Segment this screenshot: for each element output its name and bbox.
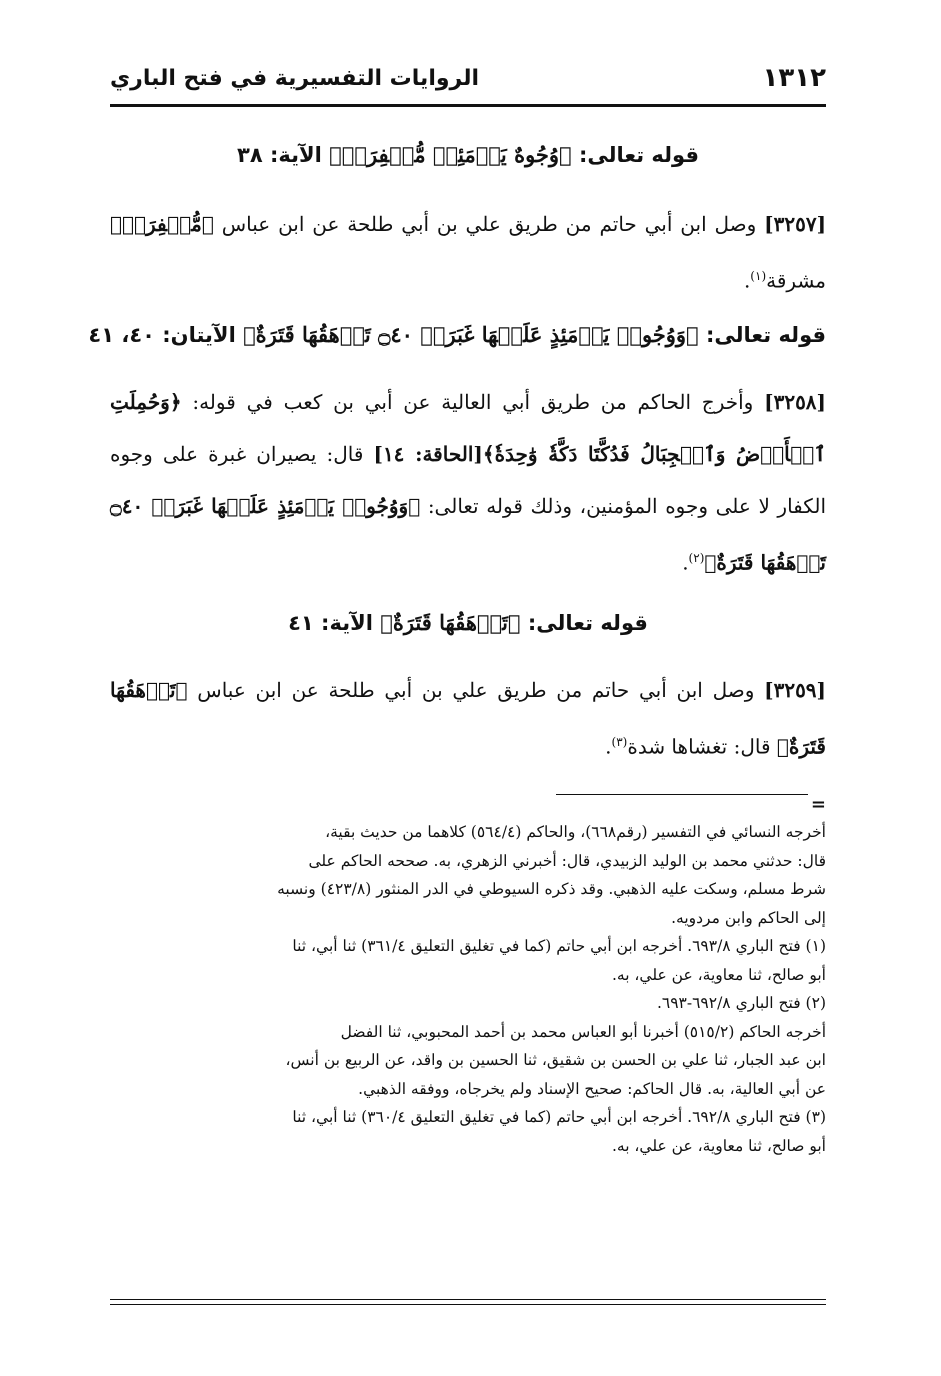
narration-end: . bbox=[605, 734, 612, 759]
header-rule bbox=[110, 104, 826, 107]
heading-verse: ﴿تَرۡهَقُهَا قَتَرَةٌ﴾ bbox=[380, 610, 521, 635]
footnote-3: (٣) فتح الباري ٦٩٢/٨. أخرجه ابن أبي حاتم (كما في تغليق التعليق ٣٦٠/٤) ثنا أبي، ثنا أبو صالح، ثنا معاوية، عن علي، به. bbox=[292, 1108, 826, 1155]
entry-number: [٣٢٥٩] bbox=[764, 678, 827, 702]
footnote-continued: أخرجه النسائي في التفسير (رقم٦٦٨)، والحاكم (٥٦٤/٤) كلاهما من حديث بقية، قال: حدثني محمد بن الوليد الزبيدي، قال: أخبرني الزهري، به. صححه الحاكم على شرط مسلم، وسكت عليه الذهبي. وقد ذكره السيوطي في الدر المنثور (٤٢٣/٨) ونسبه إلى الحاكم وابن مردويه. bbox=[277, 823, 826, 927]
page-number: ١٣١٢ bbox=[762, 63, 826, 93]
narration-3257 bbox=[110, 198, 826, 307]
narration-3258 bbox=[110, 376, 826, 589]
book-title: الروايات التفسيرية في فتح الباري bbox=[110, 65, 480, 91]
narration-text: قال: يصيران غبرة على وجوه الكفار لا على وجوه المؤمنين، وذلك قوله تعالى: bbox=[110, 442, 826, 518]
footnote-ref: (١) bbox=[750, 269, 767, 283]
entry-number: [٣٢٥٧] bbox=[764, 212, 827, 236]
heading-tail: الآيتان: ٤٠، ٤١ bbox=[88, 323, 236, 347]
narration-text: وصل ابن أبي حاتم من طريق علي بن أبي طلحة عن ابن عباس bbox=[221, 212, 757, 236]
quoted-verse: ﴿مُّسۡفِرَةٞ﴾ bbox=[110, 212, 214, 236]
book-page bbox=[88, 58, 827, 1320]
quoted-verse: ﴿وَحُمِلَتِ ٱلۡأَرۡضُ وَٱلۡجِبَالُ فَدُكَّتَا دَكَّةٗ وَٰحِدَةٗ﴾[الحاقة: ١٤] bbox=[110, 390, 826, 466]
heading-lead: قوله تعالى: bbox=[578, 143, 699, 167]
narration-text: وصل ابن أبي حاتم من طريق علي بن أبي طلحة عن ابن عباس bbox=[197, 678, 755, 702]
narration-3259 bbox=[110, 664, 826, 773]
narration-end: . bbox=[743, 268, 751, 293]
heading-lead: قوله تعالى: bbox=[705, 323, 826, 347]
footnote-ref: (٣) bbox=[611, 735, 628, 749]
narration-text: مشرقة bbox=[766, 268, 826, 293]
narration-text: وأخرج الحاكم من طريق أبي العالية عن أبي بن كعب في قوله: bbox=[192, 390, 754, 414]
footnote-ref: (٢) bbox=[688, 551, 705, 565]
heading-tail: الآية: ٣٨ bbox=[237, 143, 322, 167]
quoted-verse: ﴿تَرۡهَقُهَا قَتَرَةٌ﴾ bbox=[110, 678, 826, 759]
narration-end: . bbox=[682, 550, 689, 575]
footnote-2-detail: أخرجه الحاكم (٥١٥/٢) أخبرنا أبو العباس محمد بن أحمد المحبوبي، ثنا الفضل ابن عبد الجبار، ثنا علي بن الحسن بن شقيق، ثنا الحسين بن واقد، عن الربيع بن أنس، عن أبي العالية، به. قال الحاكم: صحيح الإسناد ولم يخرجاه، ووفقه الذهبي. bbox=[285, 1022, 826, 1098]
heading-tail: الآية: ٤١ bbox=[288, 611, 373, 635]
entry-number: [٣٢٥٨] bbox=[764, 390, 827, 414]
footnote-2: (٢) فتح الباري ٦٩٢/٨-٦٩٣. bbox=[656, 994, 826, 1012]
running-header bbox=[110, 58, 826, 98]
section-heading-3 bbox=[110, 610, 826, 635]
quoted-verse-2: ﴿وَوُجُوهٞ يَوۡمَئِذٍ عَلَيۡهَا غَبَرَةٞ ۝٤٠ تَرۡهَقُهَا قَتَرَةٌ﴾ bbox=[110, 494, 826, 575]
heading-verse: ﴿وَوُجُوهٞ يَوۡمَئِذٍ عَلَيۡهَا غَبَرَةٞ ۝٤٠ تَرۡهَقُهَا قَتَرَةٌ﴾ bbox=[243, 322, 699, 347]
section-heading-2 bbox=[88, 322, 826, 347]
narration-text: قال: تغشاها شدة bbox=[627, 734, 771, 759]
footnotes bbox=[110, 818, 826, 1160]
bottom-rule bbox=[110, 1304, 826, 1305]
bottom-rule bbox=[110, 1299, 826, 1300]
footnote-1: (١) فتح الباري ٦٩٣/٨. أخرجه ابن أبي حاتم (كما في تغليق التعليق ٣٦١/٤) ثنا أبي، ثنا أبو صالح، ثنا معاوية، عن علي، به. bbox=[292, 937, 826, 984]
heading-verse: ﴿وُجُوهٌ يَوۡمَئِذٖ مُّسۡفِرَةٞ﴾ bbox=[329, 142, 572, 167]
footnote-rule bbox=[556, 794, 808, 795]
continuation-mark: = bbox=[810, 794, 826, 815]
heading-lead: قوله تعالى: bbox=[527, 611, 648, 635]
section-heading-1 bbox=[110, 142, 826, 167]
